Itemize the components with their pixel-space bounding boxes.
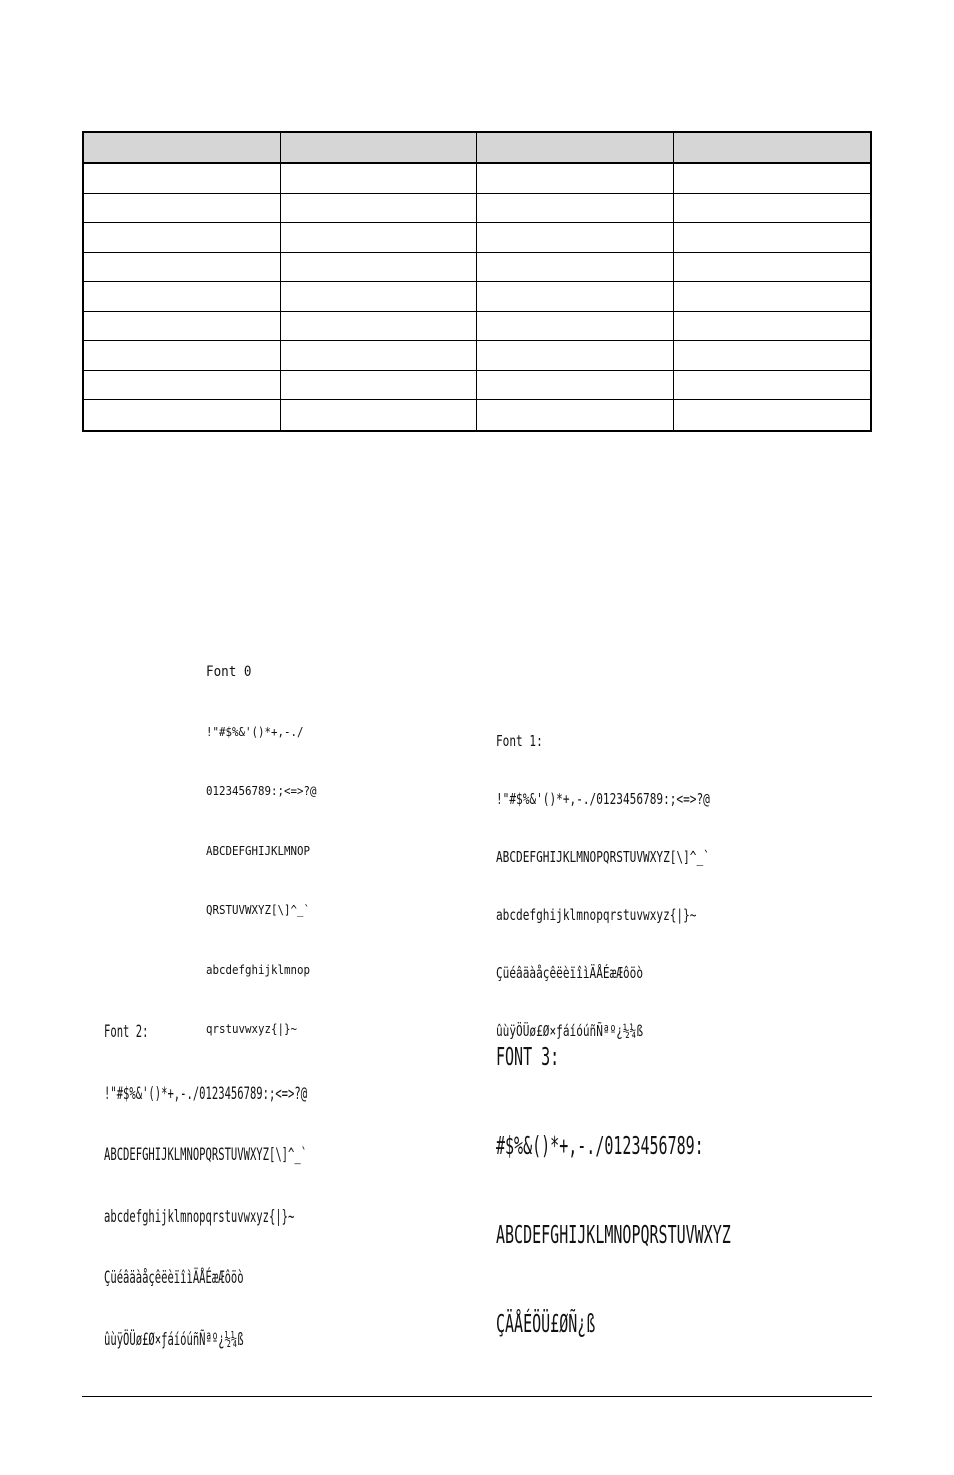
- table-cell: [477, 253, 674, 283]
- font2-title: Font 2:: [104, 1022, 149, 1042]
- table-cell: [281, 400, 478, 430]
- table-header-cell: [674, 133, 871, 164]
- table-cell: [281, 312, 478, 342]
- table-cell: [674, 400, 871, 430]
- table-cell: [84, 312, 281, 342]
- font0-line: ABCDEFGHIJKLMNOP: [206, 843, 311, 858]
- font1-title: Font 1:: [496, 732, 543, 750]
- font2-line: ûùÿÖÜø£Ø×ƒáíóúñÑªº¿½¼ß: [104, 1329, 244, 1350]
- table-cell: [674, 282, 871, 312]
- table-cell: [84, 253, 281, 283]
- table-cell: [84, 164, 281, 194]
- table-cell: [674, 194, 871, 224]
- table-cell: [674, 312, 871, 342]
- table-cell: [281, 371, 478, 401]
- font0-line: 0123456789:;<=>?@: [206, 784, 317, 798]
- table-cell: [674, 223, 871, 253]
- table-cell: [674, 164, 871, 194]
- table-cell: [477, 282, 674, 312]
- table-cell: [84, 371, 281, 401]
- table-cell: [84, 341, 281, 371]
- font0-line: abcdefghijklmnop: [206, 962, 311, 977]
- font3-title: FONT 3:: [496, 1042, 560, 1071]
- table-header-cell: [477, 133, 674, 164]
- font2-line: abcdefghijklmnopqrstuvwxyz{|}~: [104, 1206, 295, 1227]
- font2-line: ABCDEFGHIJKLMNOPQRSTUVWXYZ[\]^_`: [104, 1145, 308, 1165]
- table-cell: [477, 341, 674, 371]
- footer-divider: [82, 1396, 872, 1397]
- font1-line: abcdefghijklmnopqrstuvwxyz{|}~: [496, 906, 697, 924]
- font0-line: QRSTUVWXYZ[\]^_`: [206, 903, 311, 917]
- font2-line: !"#$%&'()*+,-./0123456789:;<=>?@: [104, 1083, 308, 1104]
- font1-line: ûùÿÖÜø£Ø×ƒáíóúñÑªº¿½¼ß: [496, 1022, 644, 1040]
- table-header-cell: [84, 133, 281, 164]
- table-cell: [84, 400, 281, 430]
- spec-table: [82, 131, 872, 432]
- font1-line: ABCDEFGHIJKLMNOPQRSTUVWXYZ[\]^_`: [496, 848, 710, 866]
- font0-title: Font 0: [206, 664, 252, 680]
- font0-line: qrstuvwxyz{|}~: [206, 1022, 298, 1036]
- table-cell: [281, 164, 478, 194]
- font3-line: #$%&()*+,-./0123456789:: [496, 1131, 704, 1160]
- table-cell: [477, 371, 674, 401]
- font2-sample: [104, 982, 307, 1371]
- font1-line: ÇüéâäàåçêëèïîìÄÅÉæÆôöò: [496, 964, 644, 982]
- table-header-cell: [281, 133, 478, 164]
- table-cell: [477, 312, 674, 342]
- font3-line: ÇÄÅÉÖÜ£ØÑ¿ß: [496, 1309, 596, 1338]
- table-cell: [477, 223, 674, 253]
- table-cell: [281, 282, 478, 312]
- font3-line: ABCDEFGHIJKLMNOPQRSTUVWXYZ: [496, 1220, 731, 1249]
- table-cell: [281, 223, 478, 253]
- table-cell: [281, 194, 478, 224]
- table-cell: [281, 341, 478, 371]
- font1-line: !"#$%&'()*+,-./0123456789:;<=>?@: [496, 790, 710, 808]
- table-cell: [674, 253, 871, 283]
- table-cell: [477, 400, 674, 430]
- table-cell: [84, 223, 281, 253]
- font3-sample: [496, 984, 731, 1369]
- font0-line: !"#$%&'()*+,-./: [206, 724, 304, 739]
- table-cell: [84, 194, 281, 224]
- table-cell: [674, 341, 871, 371]
- table-cell: [477, 194, 674, 224]
- table-cell: [477, 164, 674, 194]
- table-cell: [84, 282, 281, 312]
- table-cell: [281, 253, 478, 283]
- table-cell: [674, 371, 871, 401]
- font2-line: ÇüéâäàåçêëèïîìÄÅÉæÆôöò: [104, 1268, 244, 1288]
